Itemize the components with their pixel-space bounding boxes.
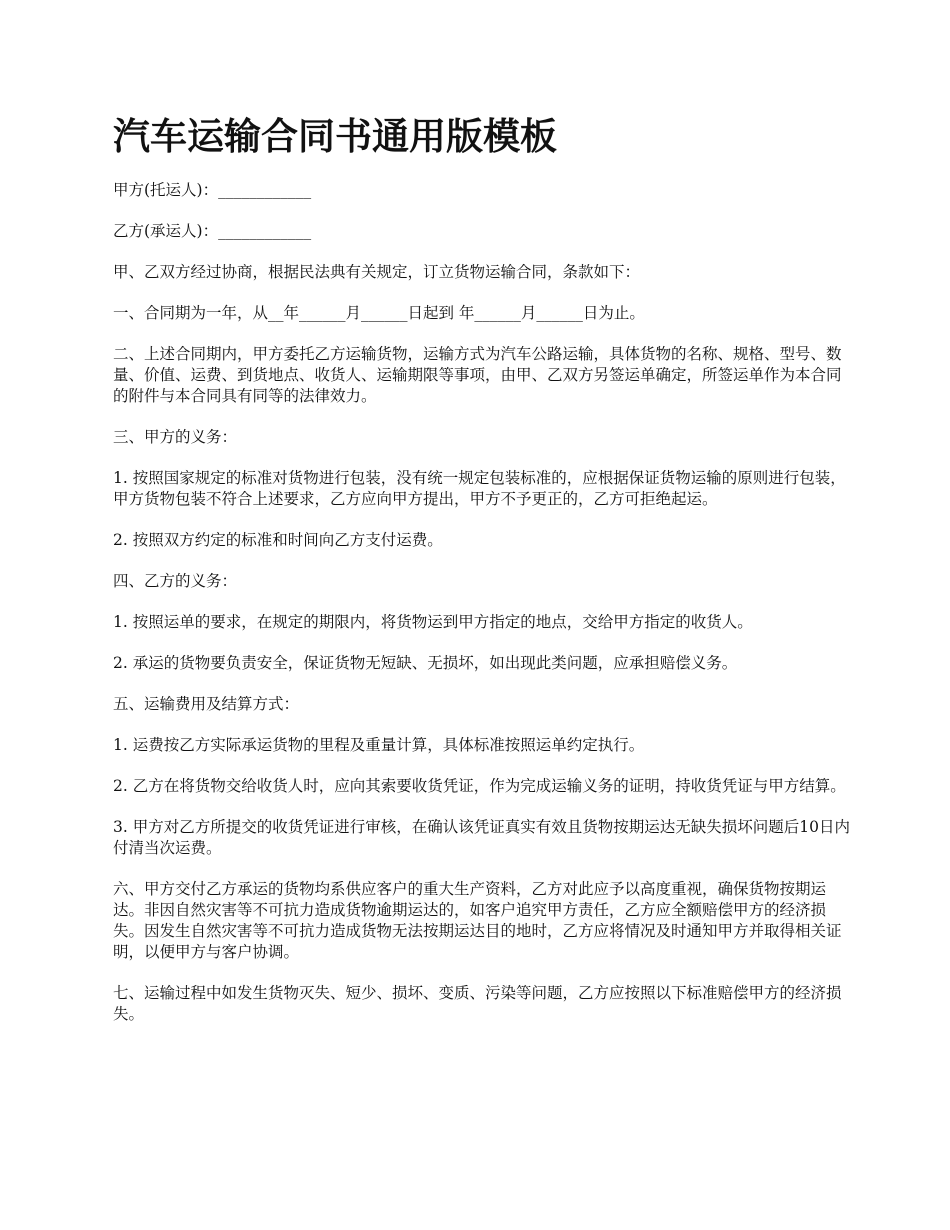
- clause-3-item-1: 1. 按照国家规定的标准对货物进行包装，没有统一规定包装标准的，应根据保证货物运输的原则进行包装，甲方货物包装不符合上述要求，乙方应向甲方提出，甲方不予更正的，乙方可拒绝起运。: [113, 469, 846, 508]
- clause-5-item-2: 2. 乙方在将货物交给收货人时，应向其索要收货凭证，作为完成运输义务的证明，持收货凭证与甲方结算。: [113, 777, 846, 795]
- clause-2: 二、上述合同期内，甲方委托乙方运输货物，运输方式为汽车公路运输，具体货物的名称、规格、型号、数量、价值、运费、到货地点、收货人、运输期限等事项，由甲、乙双方另签运单确定，所签运单作为本合同的附件与本合同具有同等的法律效力。: [113, 345, 842, 405]
- clause-4-heading: 四、乙方的义务：: [113, 572, 238, 590]
- clause-5-heading: 五、运输费用及结算方式：: [113, 695, 300, 713]
- clause-7: 七、运输过程中如发生货物灭失、短少、损坏、变质、污染等问题，乙方应按照以下标准赔偿甲方的经济损失。: [113, 984, 842, 1023]
- clause-5-item-1: 1. 运费按乙方实际承运货物的里程及重量计算，具体标准按照运单约定执行。: [113, 736, 645, 754]
- intro-paragraph: 甲、乙双方经过协商，根据民法典有关规定，订立货物运输合同，条款如下：: [113, 263, 641, 281]
- clause-4-item-1: 1. 按照运单的要求，在规定的期限内，将货物运到甲方指定的地点，交给甲方指定的收货人。: [113, 613, 753, 631]
- document-title: 汽车运输合同书通用版模板: [113, 115, 557, 158]
- clause-4-item-2: 2. 承运的货物要负责安全，保证货物无短缺、无损坏，如出现此类问题，应承担赔偿义务。: [113, 654, 738, 672]
- clause-3-item-2: 2. 按照双方约定的标准和时间向乙方支付运费。: [113, 531, 443, 549]
- party-a-line: 甲方(托运人)：____________: [113, 181, 312, 199]
- clause-3-heading: 三、甲方的义务：: [113, 428, 238, 446]
- party-b-line: 乙方(承运人)：____________: [113, 222, 312, 240]
- clause-6: 六、甲方交付乙方承运的货物均系供应客户的重大生产资料，乙方对此应予以高度重视，确保货物按期运达。非因自然灾害等不可抗力造成货物逾期运达的，如客户追究甲方责任，乙方应全额赔偿甲方的经济损失。因发生自然灾害等不可抗力造成货物无法按期运达目的地时，乙方应将情况及时通知甲方并取得相关证明，以便甲方与客户协调。: [113, 880, 842, 961]
- clause-5-item-3: 3. 甲方对乙方所提交的收货凭证进行审核，在确认该凭证真实有效且货物按期运达无缺失损坏问题后10日内付清当次运费。: [113, 818, 850, 857]
- clause-1: 一、合同期为一年，从__年______月______日起到 年______月______日为止。: [113, 304, 645, 322]
- document-page: [113, 112, 853, 1045]
